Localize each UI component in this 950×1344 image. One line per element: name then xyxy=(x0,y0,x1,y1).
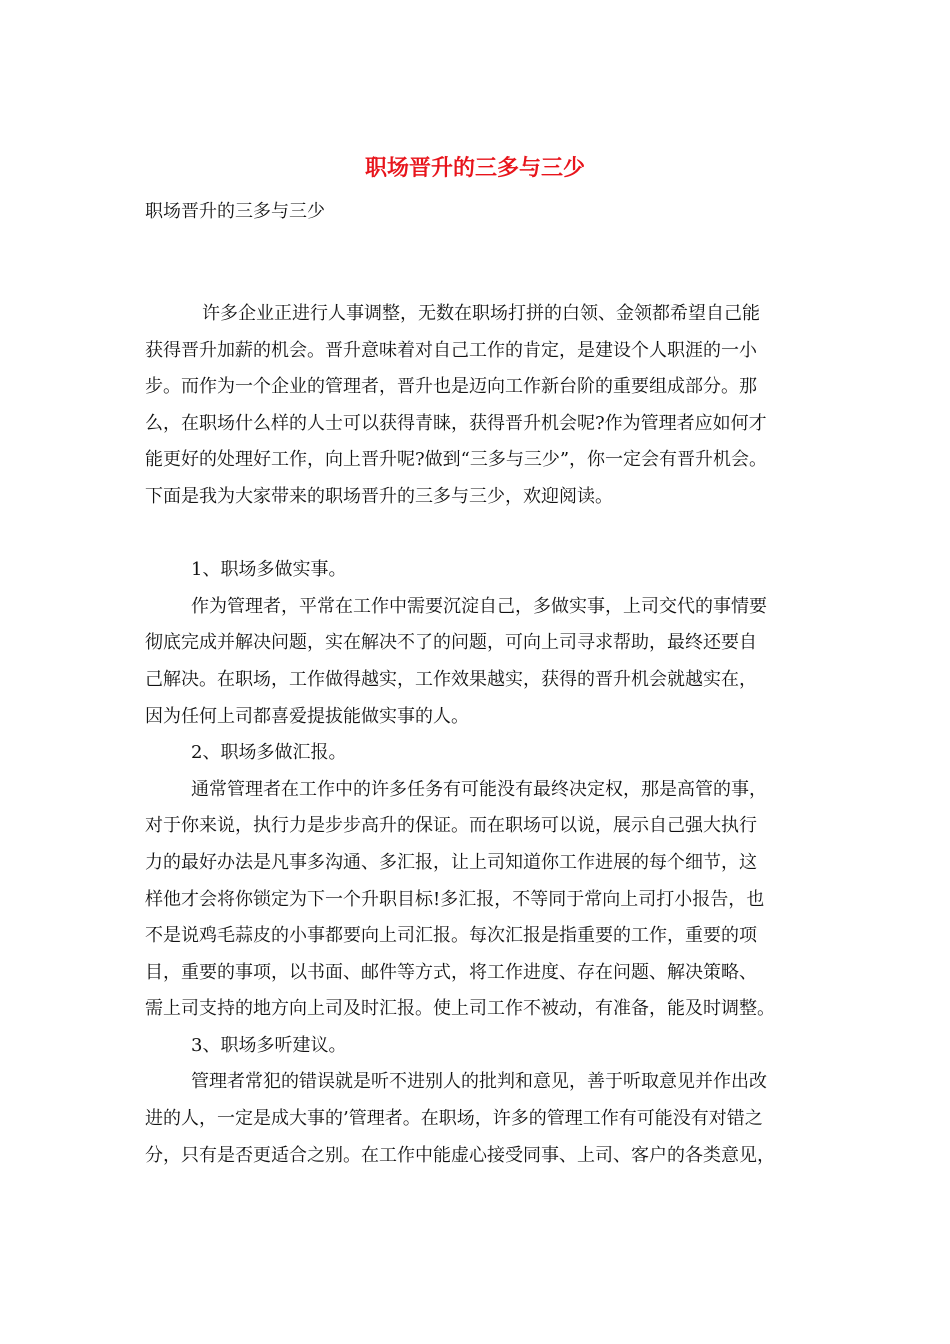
document-title: 职场晋升的三多与三少 xyxy=(364,155,585,181)
section-heading: 2、职场多做汇报。 xyxy=(191,742,347,764)
section-heading: 1、职场多做实事。 xyxy=(191,559,347,581)
paragraph-line: 对于你来说，执行力是步步高升的保证。而在职场可以说，展示自己强大执行 xyxy=(145,815,757,837)
section-heading: 3、职场多听建议。 xyxy=(191,1034,347,1056)
paragraph-gap xyxy=(145,516,820,553)
paragraph-line: 能更好的处理好工作，向上晋升呢?做到“三多与三少”，你一定会有晋升机会。 xyxy=(145,449,768,471)
paragraph-line: 么，在职场什么样的人士可以获得青睐，获得晋升机会呢?作为管理者应如何才 xyxy=(145,412,767,434)
paragraph-line: 因为任何上司都喜爱提拔能做实事的人。 xyxy=(145,705,469,727)
paragraph-line: 管理者常犯的错误就是听不进别人的批判和意见，善于听取意见并作出改 xyxy=(191,1071,767,1093)
paragraph-line: 作为管理者，平常在工作中需要沉淀自己，多做实事，上司交代的事情要 xyxy=(191,595,767,617)
paragraph-line: 需上司支持的地方向上司及时汇报。使上司工作不被动，有准备，能及时调整。 xyxy=(145,998,775,1020)
paragraph-line: 步。而作为一个企业的管理者，晋升也是迈向工作新台阶的重要组成部分。那 xyxy=(145,376,757,398)
paragraph-line: 进的人，一定是成大事的’管理者。在职场，许多的管理工作有可能没有对错之 xyxy=(145,1108,763,1130)
paragraph-line: 分，只有是否更适合之别。在工作中能虚心接受同事、上司、客户的各类意见， xyxy=(145,1144,775,1166)
paragraph-line: 下面是我为大家带来的职场晋升的三多与三少，欢迎阅读。 xyxy=(145,485,613,507)
paragraph-line: 许多企业正进行人事调整，无数在职场打拼的白领、金领都希望自己能 xyxy=(202,303,760,324)
paragraph-line: 目，重要的事项，以书面、邮件等方式，将工作进度、存在问题、解决策略、 xyxy=(145,961,757,983)
paragraph-line: 力的最好办法是凡事多沟通、多汇报，让上司知道你工作进展的每个细节，这 xyxy=(145,851,757,873)
paragraph-line: 不是说鸡毛蒜皮的小事都要向上司汇报。每次汇报是指重要的工作，重要的项 xyxy=(145,925,757,947)
document-subtitle: 职场晋升的三多与三少 xyxy=(145,201,325,222)
document-body xyxy=(145,296,820,1174)
paragraph-line: 样他才会将你锁定为下一个升职目标!多汇报，不等同于常向上司打小报告，也 xyxy=(145,888,765,910)
paragraph-line: 获得晋升加薪的机会。晋升意味着对自己工作的肯定，是建设个人职涯的一小 xyxy=(145,339,757,361)
paragraph-line: 彻底完成并解决问题，实在解决不了的问题，可向上司寻求帮助，最终还要自 xyxy=(145,632,757,654)
paragraph-line: 通常管理者在工作中的许多任务有可能没有最终决定权，那是高管的事， xyxy=(191,778,767,800)
paragraph-line: 己解决。在职场，工作做得越实，工作效果越实，获得的晋升机会就越实在， xyxy=(145,668,757,690)
